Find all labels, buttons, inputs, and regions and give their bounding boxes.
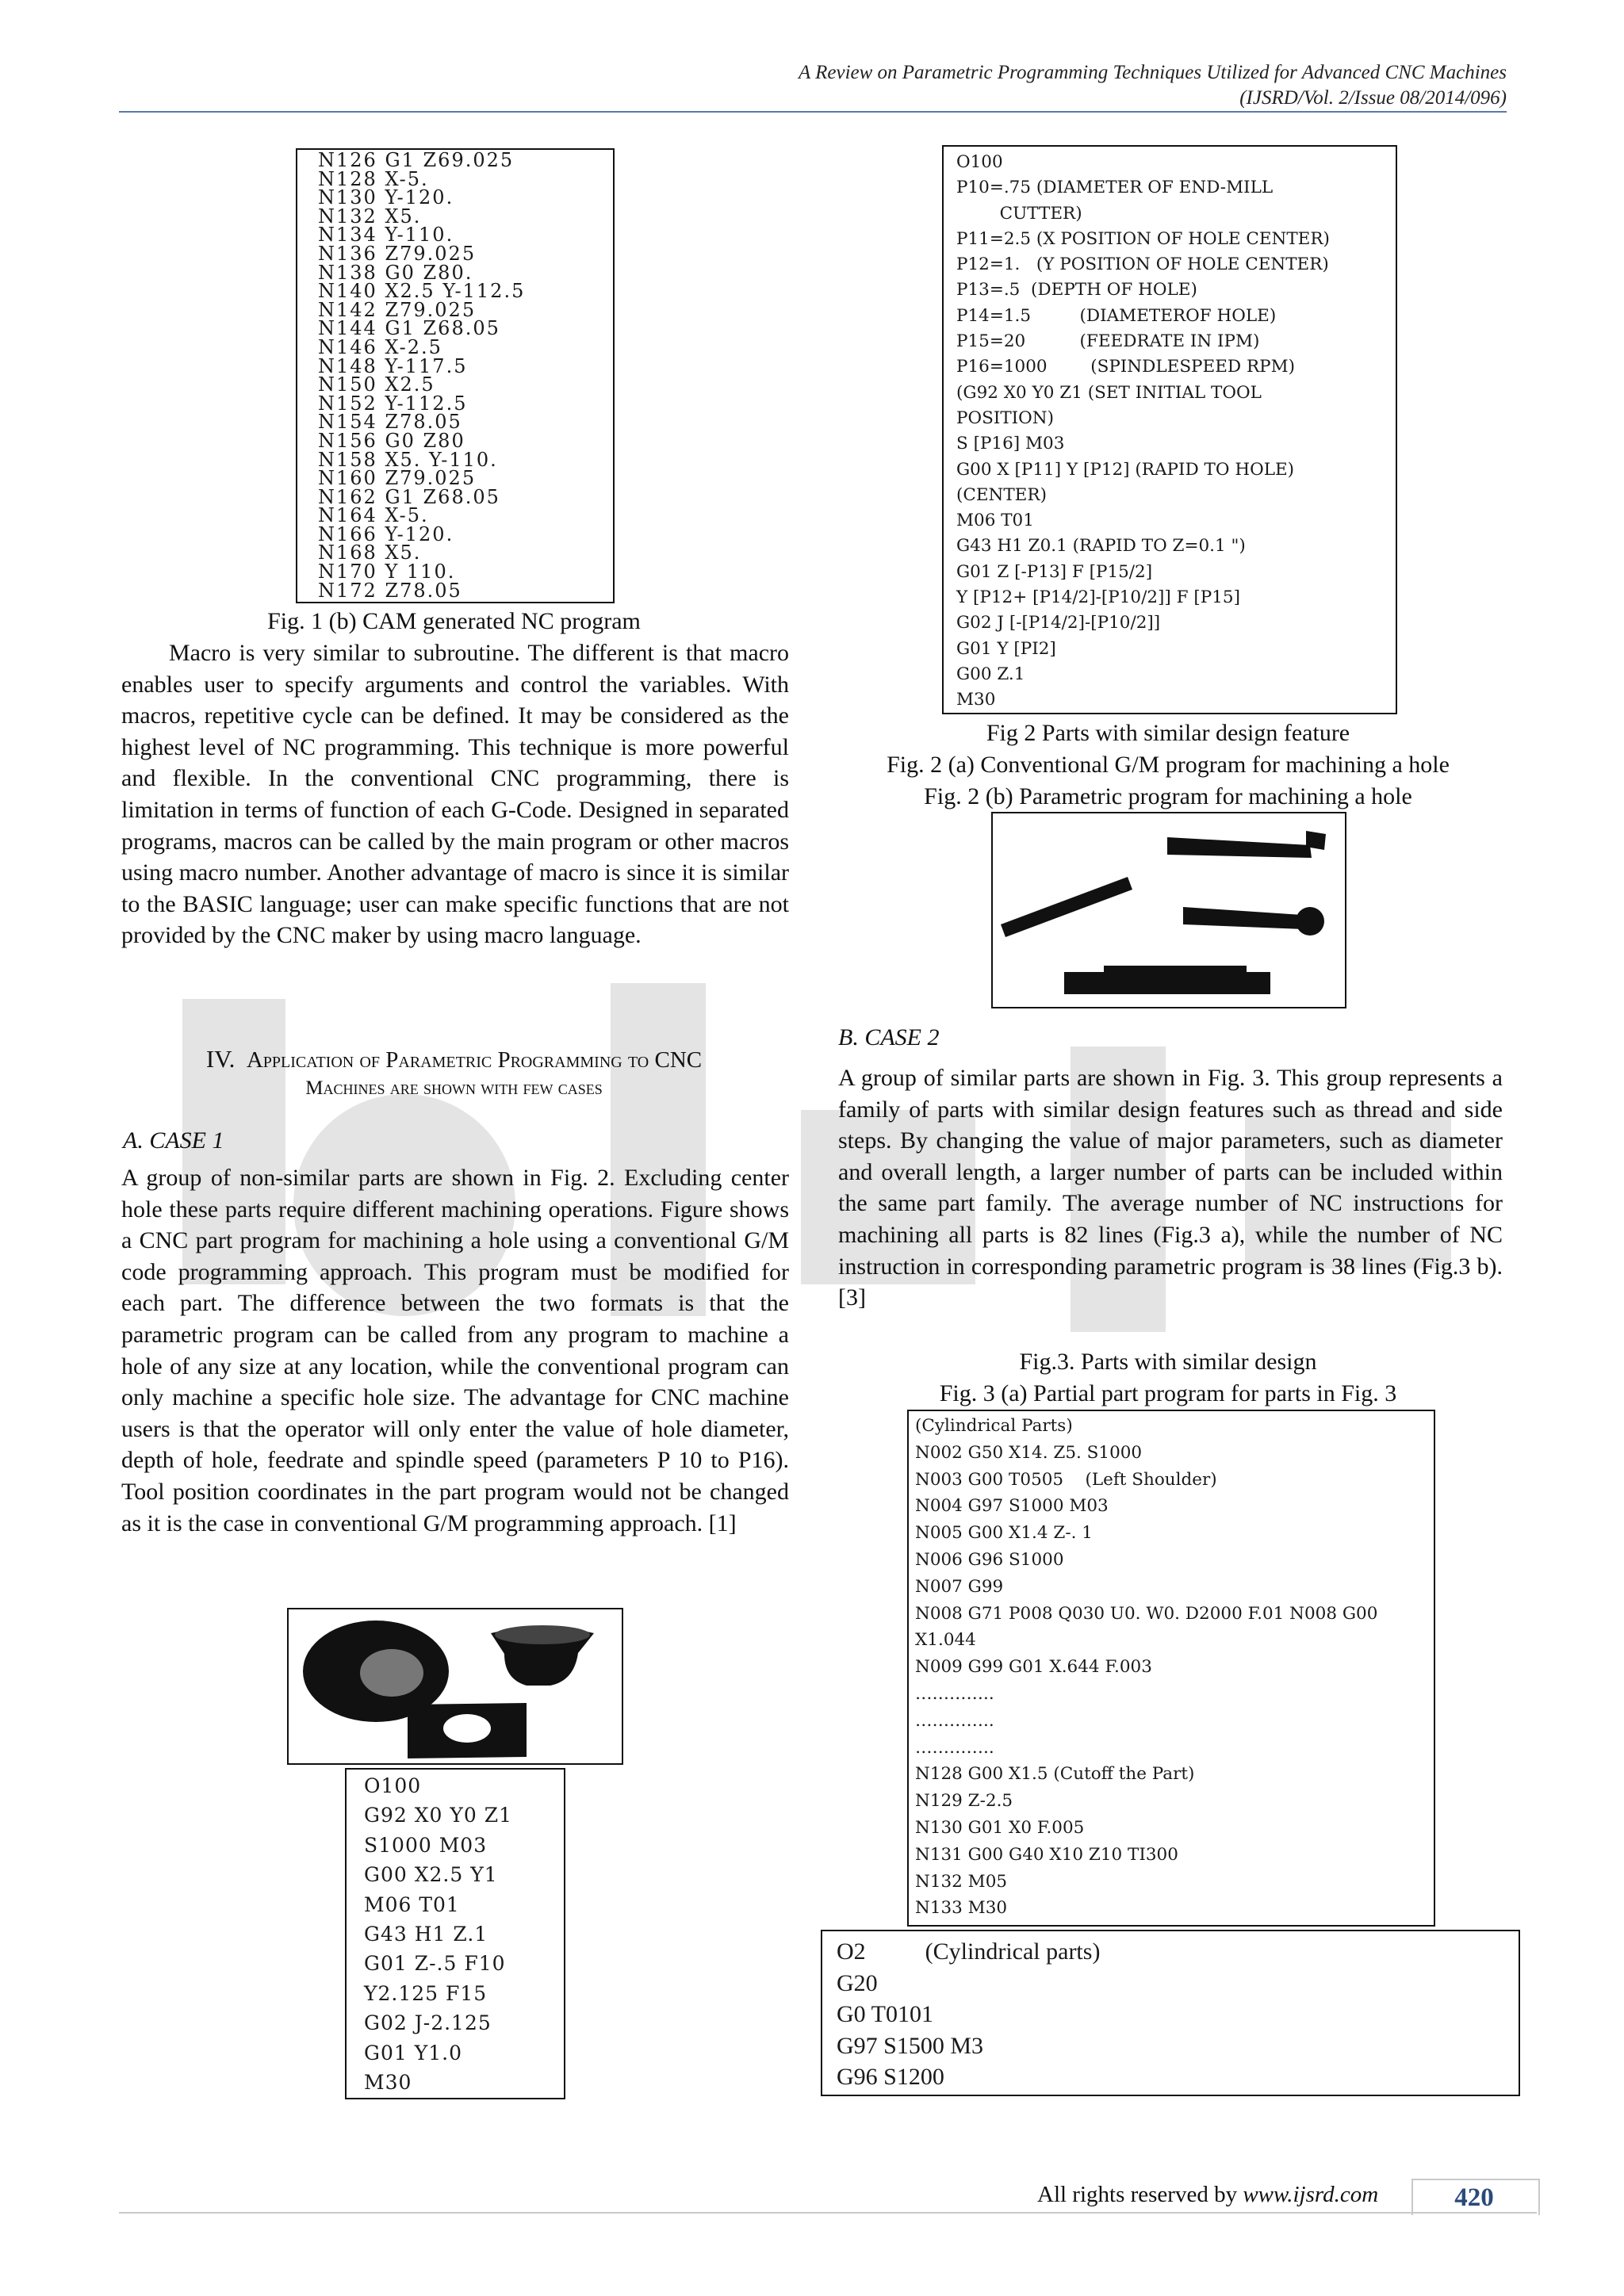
code-line: N166 Y-120. <box>318 522 454 545</box>
code-line: G01 Y [PI2] <box>956 638 1056 659</box>
code-line: N126 G1 Z69.025 <box>318 149 515 171</box>
section-number: IV. <box>205 1045 236 1073</box>
code-line: P14=1.5 (DIAMETEROF HOLE) <box>956 305 1277 326</box>
code-line: G00 X [P11] Y [P12] (RAPID TO HOLE) <box>956 459 1295 480</box>
page-number: 420 <box>1454 2183 1494 2212</box>
code-line: P12=1. (Y POSITION OF HOLE CENTER) <box>956 254 1329 275</box>
code-line: POSITION) <box>956 408 1054 428</box>
code-line: G00 X2.5 Y1 <box>364 1863 498 1887</box>
code-line: N170 Y 110. <box>318 561 456 584</box>
code-line: N130 Y-120. <box>318 186 454 209</box>
code-line: G20 <box>837 1969 878 1996</box>
code-line: G01 Z [-P13] F [P15/2] <box>956 561 1153 582</box>
header-rule <box>119 111 1507 113</box>
code-line: P15=20 (FEEDRATE IN IPM) <box>956 331 1260 352</box>
code-line: N129 Z-2.5 <box>915 1791 1013 1812</box>
code-line: N146 X-2.5 <box>318 335 442 358</box>
code-line: N140 X2.5 Y-112.5 <box>318 280 526 303</box>
code-line: N136 Z79.025 <box>318 242 477 265</box>
code-line: N154 Z78.05 <box>318 411 462 434</box>
code-line: N158 X5. Y-110. <box>318 448 498 471</box>
fig3a-code-image <box>907 1410 1435 1927</box>
code-line: O100 <box>364 1774 422 1797</box>
case1-paragraph: A group of non-similar parts are shown in Fig. 2. Excluding center hole these parts require different machining operations. Figure shows a CNC part program for machining a hole using a conventional G/M code programming approach. This program must be modified for each part. The difference between the two formats is that the parametric program can be called from any program to machine a hole of any size at any location, while the conventional program can only machine a specific hole size. The advantage for CNC machine users is that the operator will only enter the value of hole diameter, depth of hole, feedrate and spindle speed (parameters P 10 to P16). Tool position coordinates in the part program would not be changed as it is the case in conventional G/M programming approach. [1] <box>121 1165 789 1536</box>
section-title-line2: Machines are shown with few cases <box>305 1077 603 1099</box>
code-line: G43 H1 Z0.1 (RAPID TO Z=0.1 ") <box>956 536 1246 557</box>
code-line: S1000 M03 <box>364 1833 488 1857</box>
code-line: G01 Z-.5 F10 <box>364 1952 506 1976</box>
code-line: N008 G71 P008 Q030 U0. W0. D2000 F.01 N008 G00 <box>915 1603 1378 1624</box>
fig2-caption-1: Fig 2 Parts with similar design feature <box>986 720 1350 746</box>
code-line: M06 T01 <box>364 1892 460 1916</box>
code-line: N134 Y-110. <box>318 224 454 247</box>
journal-title: A Review on Parametric Programming Techniques Utilized for Advanced CNC Machines <box>799 62 1507 83</box>
case1-heading: A. CASE 1 <box>123 1127 224 1154</box>
code-line: N002 G50 X14. Z5. S1000 <box>915 1442 1143 1463</box>
code-line: N009 G99 G01 X.644 F.003 <box>915 1657 1152 1678</box>
fig1b-caption: Fig. 1 (b) CAM generated NC program <box>267 608 641 634</box>
code-line: (CENTER) <box>956 484 1047 505</box>
code-line: N162 G1 Z68.05 <box>318 485 500 508</box>
case2-paragraph: A group of similar parts are shown in Fig. 3. This group represents a family of parts with similar design features such as thread and side steps. By changing the value of major parameters, such as diameter and overall length, a larger number of parts can be included within the same part family. The average number of NC instructions for machining all parts is 82 lines (Fig.3 a), while the number of NC instruction in corresponding parametric program is 38 lines (Fig.3 b). [3] <box>838 1065 1503 1311</box>
code-line: M30 <box>956 690 996 710</box>
code-line: X1.044 <box>915 1630 976 1651</box>
fig3-caption-2: Fig. 3 (a) Partial part program for parts in Fig. 3 <box>939 1380 1397 1406</box>
code-line: N128 X-5. <box>318 167 429 190</box>
code-line: G0 T0101 <box>837 2001 933 2027</box>
code-line: N164 X-5. <box>318 504 429 527</box>
footer-rule <box>119 2212 1537 2214</box>
code-line: G96 S1200 <box>837 2064 944 2090</box>
code-line: (Cylindrical Parts) <box>915 1416 1073 1436</box>
code-line: N168 X5. <box>318 541 422 564</box>
code-line: N152 Y-112.5 <box>318 392 468 415</box>
code-line: N142 Z79.025 <box>318 298 477 321</box>
code-line: N133 M30 <box>915 1898 1008 1919</box>
journal-issue: (IJSRD/Vol. 2/Issue 08/2014/096) <box>1239 87 1507 109</box>
footer-rights: All rights reserved by www.ijsrd.com <box>1037 2182 1379 2207</box>
code-line: N132 X5. <box>318 205 422 228</box>
fig2a-code-image <box>345 1768 565 2099</box>
section-iv-heading <box>119 1045 789 1103</box>
code-line: P10=.75 (DIAMETER OF END-MILL <box>956 178 1274 198</box>
code-line: G97 S1500 M3 <box>837 2032 984 2059</box>
code-line: N150 X2.5 <box>318 373 435 396</box>
code-line: N132 M05 <box>915 1871 1008 1892</box>
code-line: S [P16] M03 <box>956 434 1065 454</box>
code-line: N005 G00 X1.4 Z-. 1 <box>915 1523 1093 1544</box>
fig2b-code-image <box>942 145 1397 714</box>
code-line: O2 (Cylindrical parts) <box>837 1938 1101 1965</box>
code-line: P13=.5 (DEPTH OF HOLE) <box>956 280 1197 300</box>
code-line: N004 G97 S1000 M03 <box>915 1496 1109 1517</box>
code-line: G92 X0 Y0 Z1 <box>364 1804 513 1827</box>
site-link[interactable]: www.ijsrd.com <box>1243 2182 1379 2207</box>
fig1b-code-image <box>296 148 615 603</box>
code-line: CUTTER) <box>956 203 1082 224</box>
code-line: N006 G96 S1000 <box>915 1549 1064 1570</box>
fig2-caption-2: Fig. 2 (a) Conventional G/M program for machining a hole <box>887 752 1450 778</box>
fig3b-code-box <box>821 1930 1520 2096</box>
code-line: N130 G01 X0 F.005 <box>915 1817 1085 1838</box>
code-line: ………….. <box>915 1737 994 1758</box>
code-line: G02 J-2.125 <box>364 2011 492 2035</box>
code-line: Y2.125 F15 <box>364 1981 488 2005</box>
fig2-parts-image <box>287 1608 623 1765</box>
code-line: Y [P12+ [P14/2]-[P10/2]] F [P15] <box>956 587 1240 608</box>
code-line: N156 G0 Z80 <box>318 429 465 452</box>
code-line: G02 J [-[P14/2]-[P10/2]] <box>956 613 1161 633</box>
fig3-caption-1: Fig.3. Parts with similar design <box>1019 1349 1317 1375</box>
fig2-caption-3: Fig. 2 (b) Parametric program for machining a hole <box>924 783 1412 809</box>
code-line: N131 G00 G40 X10 Z10 TI300 <box>915 1844 1178 1865</box>
code-line: M06 T01 <box>956 511 1034 531</box>
code-line: G01 Y1.0 <box>364 2041 462 2064</box>
running-header <box>799 60 1507 111</box>
code-line: N138 G0 Z80. <box>318 261 473 284</box>
code-line: N003 G00 T0505 (Left Shoulder) <box>915 1469 1217 1490</box>
code-line: ………….. <box>915 1683 994 1704</box>
case2-heading: B. CASE 2 <box>838 1024 940 1050</box>
code-line: P11=2.5 (X POSITION OF HOLE CENTER) <box>956 228 1330 249</box>
code-line: G43 H1 Z.1 <box>364 1923 488 1946</box>
code-line: (G92 X0 Y0 Z1 (SET INITIAL TOOL <box>956 382 1262 403</box>
code-line: N007 G99 <box>915 1576 1004 1597</box>
code-line: M30 <box>364 2071 412 2095</box>
code-line: N160 Z79.025 <box>318 467 477 490</box>
code-line: N148 Y-117.5 <box>318 354 468 377</box>
section-title-line1: Application of Parametric Programming to CNC <box>246 1047 703 1073</box>
code-line: N172 Z78.05 <box>318 579 462 602</box>
code-line: O100 <box>956 152 1003 172</box>
tool-parts-illustration <box>993 813 1345 1007</box>
parts-illustration <box>289 1609 622 1763</box>
code-line: N128 G00 X1.5 (Cutoff the Part) <box>915 1764 1195 1785</box>
fig3-parts-image <box>991 812 1346 1008</box>
code-line: N144 G1 Z68.05 <box>318 317 500 340</box>
code-line: ………….. <box>915 1710 994 1731</box>
code-line: P16=1000 (SPINDLESPEED RPM) <box>956 357 1296 377</box>
code-line: G00 Z.1 <box>956 664 1025 684</box>
macro-paragraph: Macro is very similar to subroutine. The different is that macro enables user to specify arguments and control the variables. With macros, repetitive cycle can be defined. It may be considered as the highest level of NC programming. This technique is more powerful and flexible. In the conventional CNC programming, there is limitation in terms of function of each G-Code. Designed in separated programs, macros can be called by the main program or other macros using macro number. Another advantage of macro is since it is similar to the BASIC language; user can make specific functions that are not provided by the CNC maker by using macro language. <box>121 640 789 949</box>
